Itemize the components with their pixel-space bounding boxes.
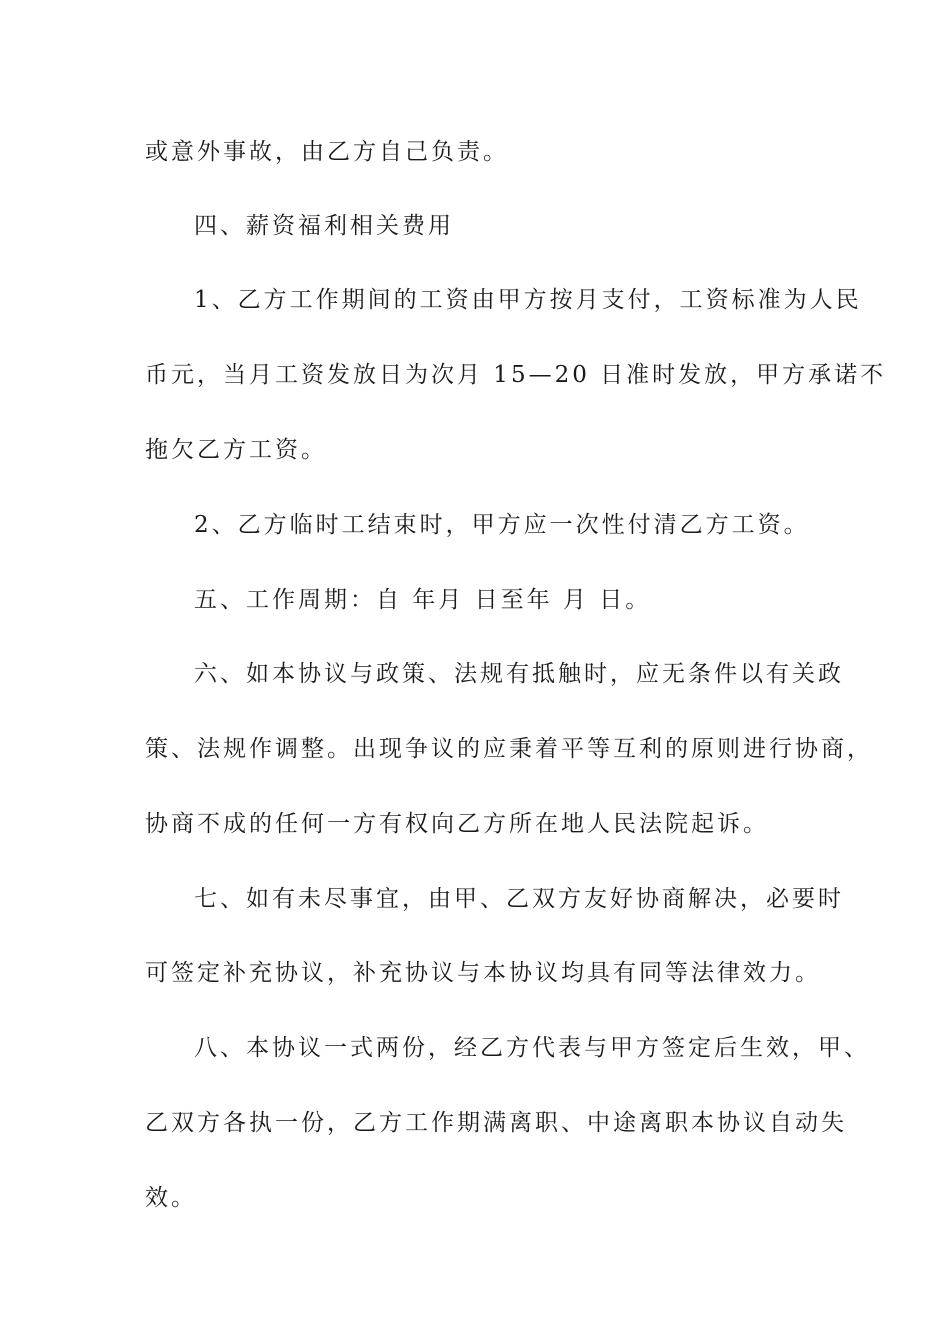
paragraph-matters-line-2: 可签定补充协议，补充协议与本协议均具有同等法律效力。 — [145, 960, 821, 986]
paragraph-copies-line-1: 八、本协议一式两份，经乙方代表与甲方签定后生效，甲、 — [194, 1035, 870, 1061]
paragraph-policy-line-2: 策、法规作调整。出现争议的应秉着平等互利的原则进行协商， — [145, 736, 873, 762]
paragraph-final-pay: 2、乙方临时工结束时，甲方应一次性付清乙方工资。 — [194, 512, 810, 538]
paragraph-copies-line-3: 效。 — [145, 1185, 197, 1211]
section-heading-salary: 四、薪资福利相关费用 — [194, 213, 454, 239]
text-line-continuation: 或意外事故，由乙方自己负责。 — [145, 139, 509, 165]
paragraph-matters-line-1: 七、如有未尽事宜，由甲、乙双方友好协商解决，必要时 — [194, 886, 844, 912]
paragraph-salary-line-2: 币元，当月工资发放日为次月 15—20 日准时发放，甲方承诺不 — [145, 362, 887, 388]
paragraph-salary-line-3: 拖欠乙方工资。 — [145, 437, 327, 463]
section-heading-work-period: 五、工作周期：自 年月 日至年 月 日。 — [194, 587, 652, 613]
paragraph-copies-line-2: 乙双方各执一份，乙方工作期满离职、中途离职本协议自动失 — [145, 1110, 847, 1136]
paragraph-policy-line-3: 协商不成的任何一方有权向乙方所在地人民法院起诉。 — [145, 811, 769, 837]
paragraph-salary-line-1: 1、乙方工作期间的工资由甲方按月支付，工资标准为人民 — [194, 287, 862, 313]
paragraph-policy-line-1: 六、如本协议与政策、法规有抵触时，应无条件以有关政 — [194, 661, 844, 687]
